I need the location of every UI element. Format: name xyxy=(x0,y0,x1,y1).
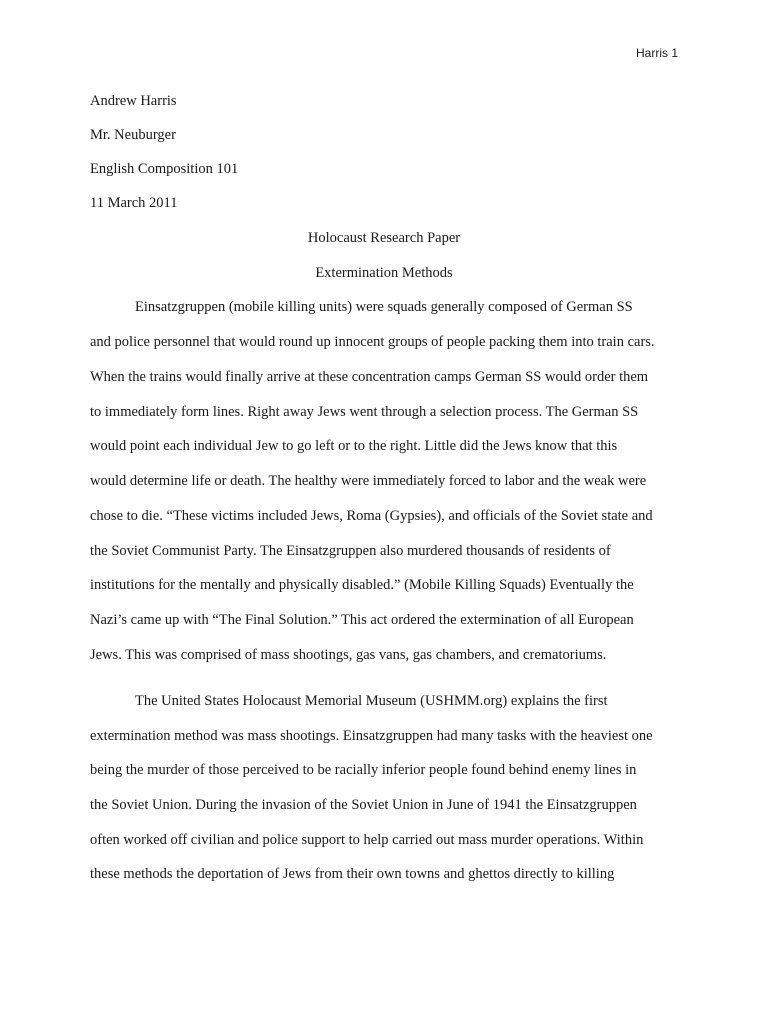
section-title: Extermination Methods xyxy=(315,265,453,281)
paragraph-line: these methods the deportation of Jews from their own towns and ghettos directly to killing xyxy=(90,866,615,882)
paragraph-line: and police personnel that would round up innocent groups of people packing them into train cars. xyxy=(90,334,655,350)
author-name: Andrew Harris xyxy=(90,93,177,109)
paragraph-line: the Soviet Union. During the invasion of the Soviet Union in June of 1941 the Einsatzgruppen xyxy=(90,797,637,813)
paragraph-line: institutions for the mentally and physically disabled.” (Mobile Killing Squads) Eventually the xyxy=(90,577,634,593)
paragraph-line: Einsatzgruppen (mobile killing units) were squads generally composed of German SS xyxy=(135,299,633,315)
paragraph-line: being the murder of those perceived to be racially inferior people found behind enemy lines in xyxy=(90,762,637,778)
paragraph-line: Nazi’s came up with “The Final Solution.” This act ordered the extermination of all European xyxy=(90,612,634,628)
paragraph-line: When the trains would finally arrive at these concentration camps German SS would order them xyxy=(90,369,649,385)
instructor-name: Mr. Neuburger xyxy=(90,127,176,143)
course-name: English Composition 101 xyxy=(90,161,239,177)
paragraph-line: to immediately form lines. Right away Jews went through a selection process. The German SS xyxy=(90,404,639,420)
paper-title: Holocaust Research Paper xyxy=(307,230,461,246)
paper-date: 11 March 2011 xyxy=(90,195,178,211)
paragraph-line: would determine life or death. The healthy were immediately forced to labor and the weak were xyxy=(90,473,647,489)
paragraph-line: The United States Holocaust Memorial Museum (USHMM.org) explains the first xyxy=(135,693,608,709)
paragraph-line: chose to die. “These victims included Jews, Roma (Gypsies), and officials of the Soviet state and xyxy=(90,508,653,524)
paragraph-line: would point each individual Jew to go left or to the right. Little did the Jews know that this xyxy=(90,438,618,454)
running-head: Harris 1 xyxy=(635,46,678,60)
paragraph-line: the Soviet Communist Party. The Einsatzgruppen also murdered thousands of residents of xyxy=(90,543,611,559)
paragraph-line: Jews. This was comprised of mass shootings, gas vans, gas chambers, and crematoriums. xyxy=(90,647,607,663)
paragraph-line: often worked off civilian and police support to help carried out mass murder operations. Within xyxy=(90,832,644,848)
paragraph-line: extermination method was mass shootings. Einsatzgruppen had many tasks with the heaviest one xyxy=(90,728,653,744)
